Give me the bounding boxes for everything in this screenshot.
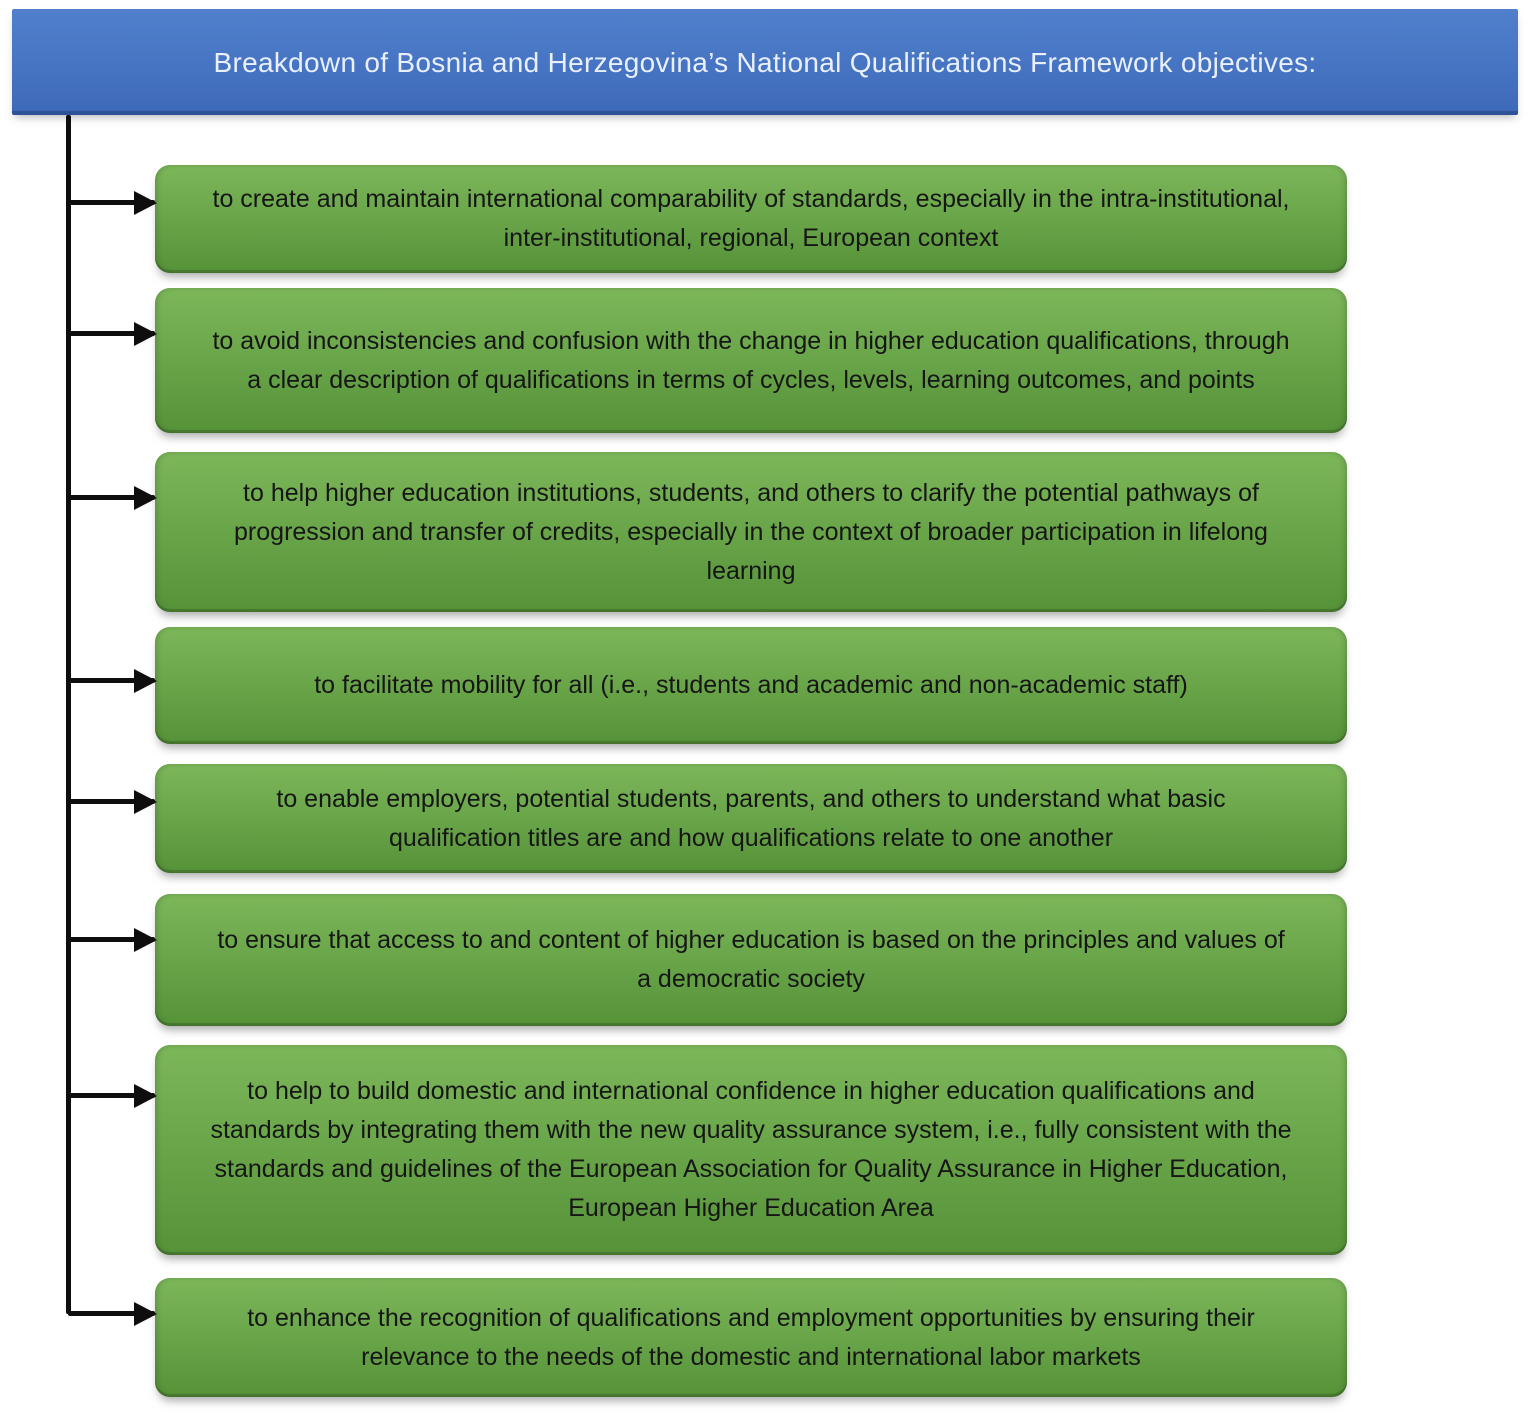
objective-row [155,452,1347,612]
arrow-right-icon [68,937,155,942]
arrow-right-icon [68,200,155,205]
objective-box [155,1045,1347,1255]
objective-text: to facilitate mobility for all (i.e., students and academic and non-academic staff) [314,671,1188,699]
objective-text: to create and maintain international comparability of standards, especially in the intra-institutional, inter-institutional, regional, European context [212,185,1290,252]
objective-text: to ensure that access to and content of higher education is based on the principles and values of a democratic society [217,926,1285,993]
arrow-right-icon [68,1093,155,1098]
objective-row [155,1278,1347,1397]
objective-text: to help to build domestic and international confidence in higher education qualifications and standards by integrating them with the new quality assurance system, i.e., fully consistent with the standards and guidelines of the European Association for Quality Assurance in Higher Education, European Higher Education Area [210,1077,1292,1222]
objective-box [155,764,1347,873]
objective-box [155,452,1347,612]
arrow-right-icon [68,678,155,683]
arrow-right-icon [68,331,155,336]
arrow-right-icon [68,799,155,804]
objective-row [155,894,1347,1026]
objective-box [155,1278,1347,1397]
objective-box [155,894,1347,1026]
objective-row [155,764,1347,873]
arrow-right-icon [68,1311,155,1316]
objective-text: to help higher education institutions, students, and others to clarify the potential pathways of progression and transfer of credits, especially in the context of broader participation in lifelong learning [234,478,1268,585]
objective-text: to avoid inconsistencies and confusion with the change in higher education qualifications, through a clear description of qualifications in terms of cycles, levels, learning outcomes, and points [212,326,1290,394]
objective-text: to enhance the recognition of qualifications and employment opportunities by ensuring their relevance to the needs of the domestic and international labor markets [247,1303,1255,1371]
objective-box [155,165,1347,273]
connector-trunk-line [66,115,71,1314]
diagram-title-banner [12,9,1518,115]
objective-row [155,627,1347,744]
objective-box [155,288,1347,433]
objective-row [155,165,1347,273]
objective-row [155,288,1347,433]
arrow-right-icon [68,495,155,500]
objective-box [155,627,1347,744]
objective-row [155,1045,1347,1255]
objective-text: to enable employers, potential students, parents, and others to understand what basic qualification titles are and how qualifications relate to one another [276,784,1226,852]
diagram-title: Breakdown of Bosnia and Herzegovina’s National Qualifications Framework objectives: [213,46,1317,78]
